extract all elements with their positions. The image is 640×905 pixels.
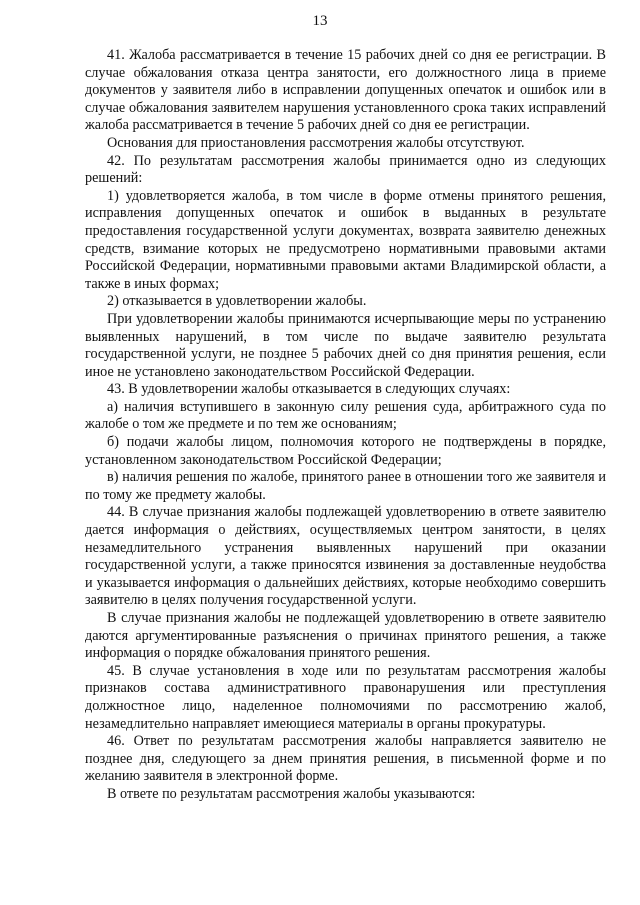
paragraph-satisfaction-measures: При удовлетворении жалобы принимаются исчерпывающие меры по устранению выявленных нарушений, в том числе по выдаче заявителю результата государственной услуги, не позднее 5 рабочих дней со дня принятия решения, если иное не установлено законодательством Российской Федерации.: [85, 310, 606, 380]
paragraph-response-contents: В ответе по результатам рассмотрения жалобы указываются:: [107, 785, 476, 802]
paragraph-46: 46. Ответ по результатам рассмотрения жалобы направляется заявителю не позднее дня, следующего за днем принятия решения, в письменной форме и по желанию заявителя в электронной форме.: [85, 733, 606, 785]
document-body: [85, 47, 606, 804]
paragraph-43: 43. В удовлетворении жалобы отказывается в следующих случаях:: [107, 381, 511, 398]
list-item-a: а) наличия вступившего в законную силу решения суда, арбитражного суда по жалобе о том же предмете и по тем же основаниям;: [85, 398, 606, 433]
paragraph-45: 45. В случае установления в ходе или по результатам рассмотрения жалобы признаков состава административного правонарушения или преступления должностное лицо, наделенное полномочиями по рассмотрению жалоб, незамедлительно направляет имеющиеся материалы в органы прокуратуры.: [85, 662, 606, 732]
paragraph-44: 44. В случае признания жалобы подлежащей удовлетворению в ответе заявителю дается информация о действиях, осуществляемых центром занятости, в целях незамедлительного устранения выявленных нарушений при оказании государственной услуги, а также приносятся извинения за доставленные неудобства и указывается информация о дальнейших действиях, которые необходимо совершить заявителю в целях получения государственной услуги.: [85, 504, 606, 609]
paragraph-not-satisfied: В случае признания жалобы не подлежащей удовлетворению в ответе заявителю даются аргументированные разъяснения о причинах принятого решения, а также информация о порядке обжалования принятого решения.: [85, 610, 606, 662]
list-item-v: в) наличия решения по жалобе, принятого ранее в отношении того же заявителя и по тому же предмету жалобы.: [85, 469, 606, 503]
list-item-1: 1) удовлетворяется жалоба, в том числе в форме отмены принятого решения, исправления допущенных опечаток и ошибок в выданных в результате предоставления государственной услуги документах, возврата заявителю денежных средств, взимание которых не предусмотрено нормативными правовыми актами Российской Федерации, нормативными правовыми актами Владимирской области, а также в иных формах;: [85, 187, 606, 292]
paragraph-41: 41. Жалоба рассматривается в течение 15 рабочих дней со дня ее регистрации. В случае обжалования отказа центра занятости, его должностного лица в приеме документов у заявителя либо в исправлении допущенных опечаток и ошибок или в случае обжалования заявителем нарушения установленного срока таких исправлений жалоба рассматривается в течение 5 рабочих дней со дня ее регистрации.: [85, 47, 606, 134]
paragraph-42: 42. По результатам рассмотрения жалобы принимается одно из следующих решений:: [85, 152, 606, 187]
list-item-b: б) подачи жалобы лицом, полномочия которого не подтверждены в порядке, установленном законодательством Российской Федерации;: [85, 434, 606, 468]
page-number: 13: [312, 13, 328, 29]
list-item-2: 2) отказывается в удовлетворении жалобы.: [107, 293, 367, 310]
paragraph-no-suspension: Основания для приостановления рассмотрения жалобы отсутствуют.: [107, 134, 525, 151]
